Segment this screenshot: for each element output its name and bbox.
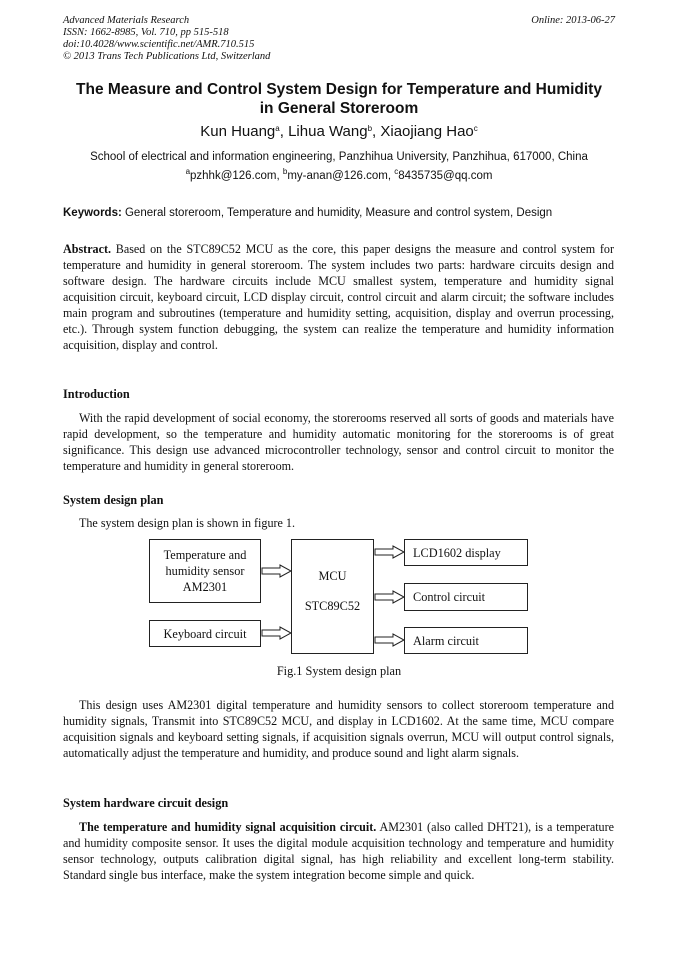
abstract-label: Abstract. bbox=[63, 242, 112, 256]
email-address[interactable]: 8435735@qq.com bbox=[398, 170, 493, 182]
online-date: Online: 2013-06-27 bbox=[531, 15, 615, 26]
design-plan-heading: System design plan bbox=[63, 493, 164, 507]
email-address[interactable]: pzhhk@126.com bbox=[190, 170, 277, 182]
affiliation: School of electrical and information engineering, Panzhihua University, Panzhihua, 617000, China bbox=[90, 151, 588, 163]
email-sup: b bbox=[282, 167, 288, 176]
author-sup: c bbox=[473, 124, 478, 133]
email-sup: a bbox=[185, 167, 191, 176]
alarm-label: Alarm circuit bbox=[413, 633, 479, 648]
figure-caption: Fig.1 System design plan bbox=[276, 664, 402, 678]
email-address[interactable]: my-anan@126.com bbox=[287, 170, 388, 182]
sensor-line-3: AM2301 bbox=[182, 580, 228, 594]
mcu-label: MCU bbox=[318, 569, 347, 583]
issn: ISSN: 1662-8985, Vol. 710, pp 515-518 bbox=[63, 27, 229, 38]
arrow-mcu-to-lcd bbox=[375, 546, 404, 558]
author-name: Kun Huang bbox=[200, 123, 276, 140]
arrow-keyboard-to-mcu bbox=[262, 627, 291, 639]
hardware-label: The temperature and humidity signal acquisition circuit. bbox=[79, 820, 377, 834]
sensor-line-1: Temperature and bbox=[163, 548, 247, 562]
doi: doi:10.4028/www.scientific.net/AMR.710.515 bbox=[63, 39, 255, 50]
email-sep: , bbox=[387, 170, 395, 182]
arrow-mcu-to-control bbox=[375, 591, 404, 603]
title-line-1: The Measure and Control System Design for Temperature and Humidity bbox=[76, 81, 602, 98]
arrow-mcu-to-alarm bbox=[375, 634, 404, 646]
introduction-text: With the rapid development of social economy, the storerooms reserved all sorts of goods and materials have rapid development, so the temperature and humidity automatic monitoring for the storerooms is of great significance. This design use advanced microcontroller technology, sensor and control circuit to monitor the temperature and humidity in general storeroom. bbox=[63, 411, 614, 473]
keywords-label: Keywords: bbox=[63, 207, 122, 219]
abstract-text: Based on the STC89C52 MCU as the core, this paper designs the measure and control system for temperature and humidity in general storeroom. The system includes two parts: hardware circuits design and software design. The hardware circuits include MCU smallest system, temperature and humidity signal acquisition circuit, keyboard circuit, LCD display circuit, control circuit and alarm circuit; the software includes main program and subroutines (temperature and humidity setting, acquisition, display and overrun processing, etc.). Through system function debugging, the system can realize the temperature and humidity information acquisition, display and control. bbox=[63, 242, 614, 352]
design-plan-text: This design uses AM2301 digital temperature and humidity sensors to collect storeroom temperature and humidity signals, Transmit into STC89C52 MCU, and display in LCD1602. At the same time, MCU compare acquisition signals and keyboard setting signals, if acquisition signals overrun, MCU will output control signals, automatically adjust the temperature and humidity, and produce sound and light alarm signals. bbox=[63, 698, 614, 760]
email-sup: c bbox=[394, 167, 399, 176]
hardware-text bbox=[63, 819, 614, 883]
arrow-sensor-to-mcu bbox=[262, 565, 291, 577]
keyboard-label: Keyboard circuit bbox=[163, 626, 247, 641]
author-sep: , bbox=[372, 123, 381, 140]
journal-name: Advanced Materials Research bbox=[63, 15, 190, 26]
copyright: © 2013 Trans Tech Publications Ltd, Switzerland bbox=[63, 51, 271, 62]
mcu-model: STC89C52 bbox=[304, 599, 361, 613]
sensor-line-2: humidity sensor bbox=[165, 564, 245, 578]
lcd-label: LCD1602 display bbox=[413, 545, 501, 560]
control-label: Control circuit bbox=[413, 590, 486, 604]
author-name: Lihua Wang bbox=[288, 123, 368, 140]
design-plan-intro: The system design plan is shown in figure 1. bbox=[79, 516, 295, 530]
author-name: Xiaojiang Hao bbox=[380, 123, 474, 140]
introduction-heading: Introduction bbox=[63, 387, 130, 401]
author-sep: , bbox=[279, 123, 289, 140]
hardware-body: AM2301 (also called DHT21), is a temperature and humidity composite sensor. It uses the digital module acquisition technology and temperature and humidity sensor technology, outputs calibration digital signal, has high reliability and excellent long-term stability. Standard single bus interface, make the system integration become simple and quick. bbox=[63, 820, 614, 882]
author-sup: a bbox=[275, 124, 280, 133]
hardware-heading: System hardware circuit design bbox=[63, 796, 229, 810]
email-sep: , bbox=[276, 170, 283, 182]
author-sup: b bbox=[367, 124, 373, 133]
title-line-2: in General Storeroom bbox=[259, 100, 419, 117]
keywords-text: General storeroom, Temperature and humidity, Measure and control system, Design bbox=[121, 207, 553, 219]
